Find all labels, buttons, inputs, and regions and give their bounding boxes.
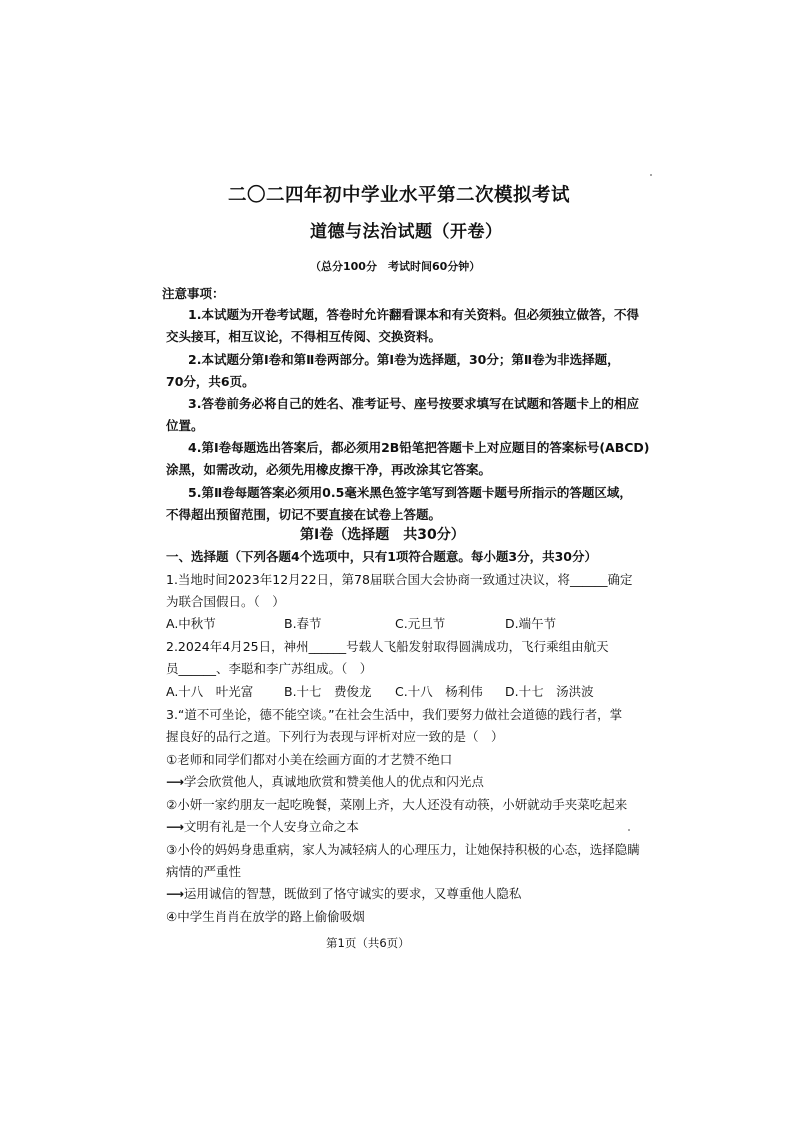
notice-line: 涂黑，如需改动，必须先用橡皮擦干净，再改涂其它答案。: [166, 462, 492, 477]
page-footer: 第1页（共6页）: [326, 936, 410, 950]
notice-heading: 注意事项：: [162, 286, 225, 301]
q3-stem: 3.“道不可坐论，德不能空谈。”在社会生活中，我们要努力做社会道德的践行者，掌: [166, 707, 623, 722]
notice-line: 70分，共6页。: [166, 374, 255, 389]
q3-item-analysis: ⟶文明有礼是一个人安身立命之本: [166, 819, 359, 834]
exam-title: 二〇二四年初中学业水平第二次模拟考试: [228, 185, 571, 206]
q2-option-b: B.十七 费俊龙: [284, 684, 372, 699]
q3-item-analysis: ⟶运用诚信的智慧，既做到了恪守诚实的要求，又尊重他人隐私: [166, 886, 522, 901]
q3-item-behavior: ③小伶的妈妈身患重病，家人为减轻病人的心理压力，让她保持积极的心态，选择隐瞒: [166, 842, 640, 857]
notice-line: 位置。: [166, 418, 204, 433]
q1-stem: 为联合国假日。（ ）: [166, 594, 285, 609]
q3-item-analysis: ⟶学会欣赏他人，真诚地欣赏和赞美他人的优点和闪光点: [166, 774, 484, 789]
section-instructions: 一、选择题（下列各题4个选项中，只有1项符合题意。每小题3分，共30分）: [166, 549, 597, 564]
arrow-right-icon: ⟶: [166, 774, 184, 789]
q1-option-d: D.端午节: [505, 616, 557, 631]
arrow-right-icon: ⟶: [166, 819, 184, 834]
arrow-right-icon: ⟶: [166, 886, 184, 901]
notice-line: 3.答卷前务必将自己的姓名、准考证号、座号按要求填写在试题和答题卡上的相应: [188, 396, 639, 411]
scan-speck: [628, 829, 630, 831]
q1-stem: 1.当地时间2023年12月22日，第78届联合国大会协商一致通过决议，将______确定: [166, 572, 633, 587]
q3-item-behavior: ①老师和同学们都对小美在绘画方面的才艺赞不绝口: [166, 752, 453, 767]
q3-item-behavior: ②小妍一家约朋友一起吃晚餐，菜刚上齐，大人还没有动筷，小妍就动手夹菜吃起来: [166, 797, 628, 812]
notice-line: 交头接耳，相互议论，不得相互传阅、交换资料。: [166, 329, 442, 344]
q2-option-a: A.十八 叶光富: [166, 684, 254, 699]
q2-option-d: D.十七 汤洪波: [505, 684, 594, 699]
notice-line: 2.本试题分第Ⅰ卷和第Ⅱ卷两部分。第Ⅰ卷为选择题，30分；第Ⅱ卷为非选择题，: [188, 352, 620, 367]
exam-subject: 道德与法治试题（开卷）: [310, 222, 503, 242]
q3-item-behavior: ④中学生肖肖在放学的路上偷偷吸烟: [166, 909, 365, 924]
section-title: 第Ⅰ卷（选择题 共30分）: [300, 527, 465, 543]
q2-stem: 员______、李聪和李广苏组成。（ ）: [166, 661, 373, 676]
scan-speck: [650, 174, 652, 176]
q1-option-c: C.元旦节: [395, 616, 446, 631]
notice-line: 1.本试题为开卷考试题，答卷时允许翻看课本和有关资料。但必须独立做答，不得: [188, 307, 639, 322]
q1-option-a: A.中秋节: [166, 616, 216, 631]
q2-stem: 2.2024年4月25日，神州______号载人飞船发射取得圆满成功，飞行乘组由航天: [166, 639, 609, 654]
notice-line: 4.第Ⅰ卷每题选出答案后，都必须用2B铅笔把答题卡上对应题目的答案标号(ABCD): [188, 440, 650, 455]
q3-stem: 握良好的品行之道。下列行为表现与评析对应一致的是（ ）: [166, 729, 504, 744]
q3-item-behavior: 病情的严重性: [166, 864, 242, 879]
q1-option-b: B.春节: [284, 616, 322, 631]
q2-option-c: C.十八 杨利伟: [395, 684, 483, 699]
notice-line: 5.第Ⅱ卷每题答案必须用0.5毫米黑色签字笔写到答题卡题号所指示的答题区域，: [188, 485, 632, 500]
notice-line: 不得超出预留范围，切记不要直接在试卷上答题。: [166, 507, 442, 522]
exam-meta: （总分100分 考试时间60分钟）: [310, 260, 481, 273]
